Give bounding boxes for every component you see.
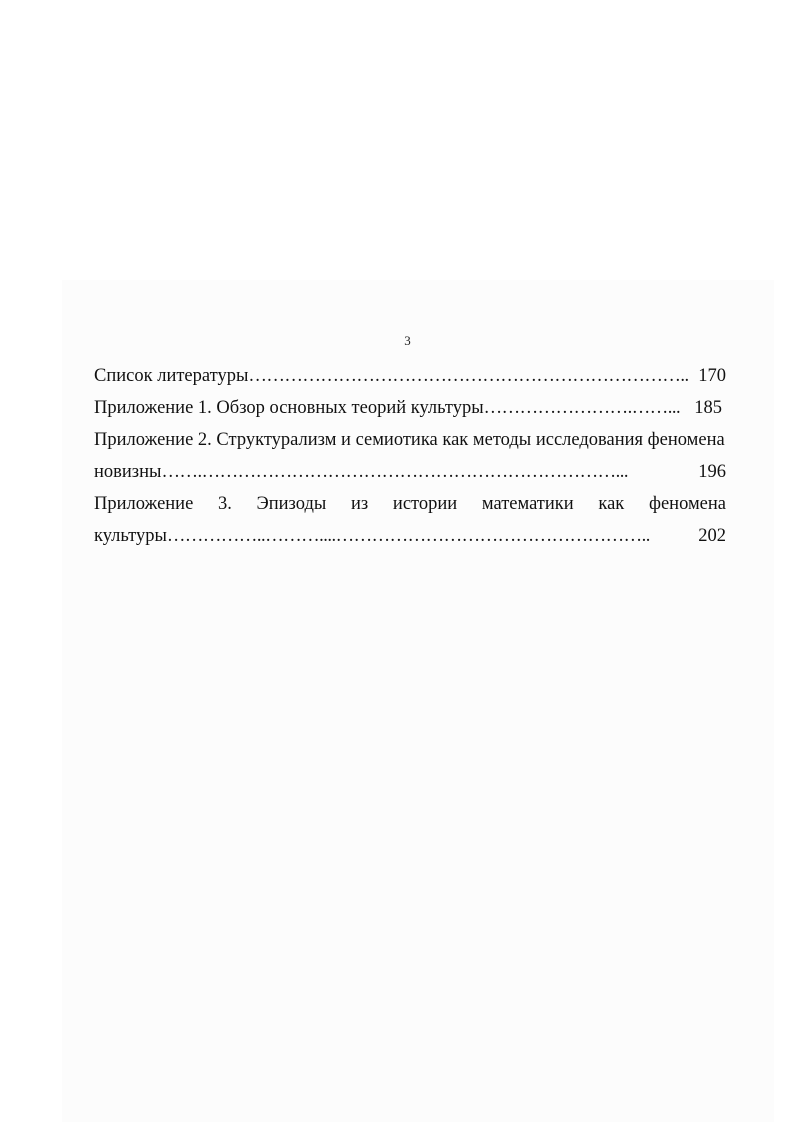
- toc-page-ref: 202: [698, 526, 726, 546]
- toc-word: из: [351, 494, 369, 514]
- toc-entry-title: Список литературы: [94, 366, 249, 386]
- toc-page-ref: 170: [698, 366, 726, 386]
- toc-entry-appendix-2-line-1: [94, 424, 726, 456]
- toc-entry-title: Приложение 1. Обзор основных теорий культуры: [94, 398, 484, 418]
- toc-entry-appendix-3-line-2: [94, 520, 726, 552]
- toc-word: Приложение: [94, 494, 194, 514]
- toc-word: математики: [481, 494, 574, 514]
- toc-dot-leader: ……………..………....……………………………………………..: [166, 526, 650, 546]
- toc-word: феномена: [648, 494, 726, 514]
- toc-entry-appendix-3-line-1: [94, 488, 726, 520]
- toc-dot-leader: …………………….……...: [483, 398, 681, 418]
- toc-word: Эпизоды: [256, 494, 327, 514]
- toc-word: истории: [392, 494, 458, 514]
- toc-dot-leader: …….……………………………………………………………...: [161, 462, 628, 482]
- toc-entry-title-continued: новизны: [94, 462, 162, 482]
- toc-entry-title-continued: культуры: [94, 526, 167, 546]
- toc-dot-leader: ………………………………………………………………..: [248, 366, 689, 386]
- table-of-contents: [94, 360, 726, 552]
- page-number: 3: [404, 333, 411, 348]
- toc-word: как: [598, 494, 625, 514]
- toc-page-ref: 185: [694, 398, 722, 418]
- toc-entry-appendix-2-line-2: [94, 456, 726, 488]
- toc-entry-appendix-1: [94, 392, 722, 424]
- toc-word: 3.: [217, 494, 232, 514]
- toc-page-ref: 196: [698, 462, 726, 482]
- toc-entry-title: Приложение 2. Структурализм и семиотика как методы исследования феномена: [94, 430, 725, 450]
- toc-entry-bibliography: [94, 360, 726, 392]
